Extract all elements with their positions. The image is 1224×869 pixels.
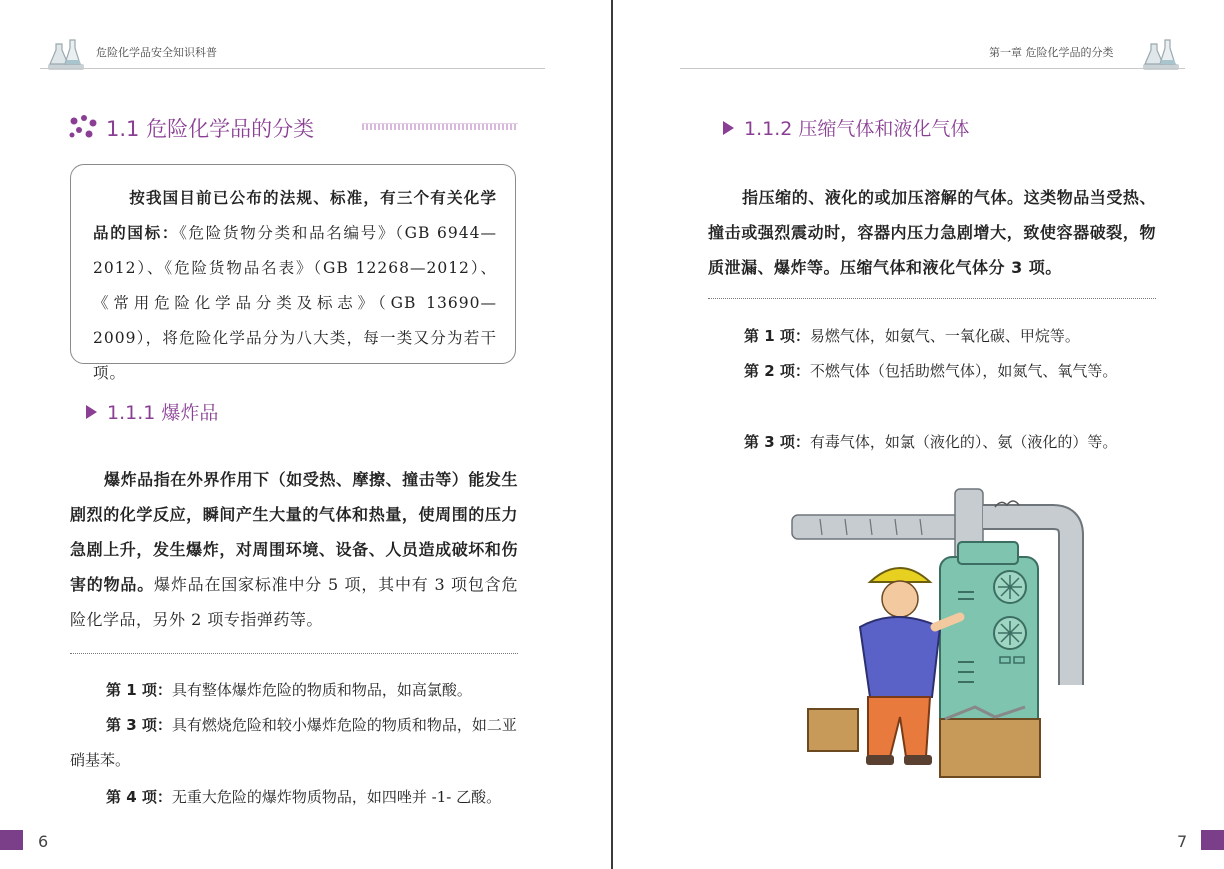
left-page [0,0,611,869]
list-item: 第 4 项：无重大危险的爆炸物质物品，如四唑并 -1- 乙酸。 [106,788,502,806]
header-rule [40,68,545,69]
section-title: 1.1 危险化学品的分类 [106,117,315,141]
subsection-title: 1.1.2 压缩气体和液化气体 [723,114,969,141]
page-number: 7 [1177,832,1188,851]
gases-paragraph: 指压缩的、液化的或加压溶解的气体。这类物品当受热、撞击或强烈震动时，容器内压力急剧增大，致使容器破裂，物质泄漏、爆炸等。压缩气体和液化气体分 3 项。 [708,188,1156,277]
subsection-title: 1.1.1 爆炸品 [86,398,218,425]
dotted-separator [70,653,518,654]
flask-icon [1141,38,1181,72]
header-rule [680,68,1185,69]
standards-notice-text: 按我国目前已公布的法规、标准，有三个有关化学品的国标：《危险货物分类和品名编号》（GB 6944—2012）、《危险货物品名表》（GB 12268—2012）、《常用危险化学品分类及标志》（GB 13690—2009），将危险化学品分为八大类，每一类又分为若干项。 [93,189,497,382]
list-item: 第 1 项：具有整体爆炸危险的物质和物品，如高氯酸。 [106,681,472,699]
running-header: 第一章 危险化学品的分类 [989,46,1114,59]
worker-gas-equipment-illustration [790,487,1090,787]
page-tab [0,830,23,850]
list-item: 第 2 项：不燃气体（包括助燃气体），如氮气、氧气等。 [744,362,1118,380]
page-number: 6 [38,832,49,851]
running-header: 危险化学品安全知识科普 [96,46,217,59]
standards-notice-box [70,164,516,382]
list-item: 第 1 项：易燃气体，如氨气、一氧化碳、甲烷等。 [744,327,1080,345]
list-item: 第 3 项：有毒气体，如氯（液化的）、氨（液化的）等。 [744,433,1118,451]
explosives-paragraph: 爆炸品指在外界作用下（如受热、摩擦、撞击等）能发生剧烈的化学反应，瞬间产生大量的气体和热量，使周围的压力急剧上升，发生爆炸，对周围环境、设备、人员造成破坏和伤害的物品。爆炸品在国家标准中分 5 项，其中有 3 项包含危险化学品，另外 2 项专指弹药等。 [70,470,518,629]
triangle-bullet-icon [723,121,734,135]
molecule-icon [68,113,100,141]
page-tab [1201,830,1224,850]
flask-icon [46,38,86,72]
triangle-bullet-icon [86,405,97,419]
list-item: 第 3 项：具有燃烧危险和较小爆炸危险的物质和物品，如二亚硝基苯。 [70,716,517,769]
title-decoration [362,123,518,130]
dotted-separator [708,298,1156,299]
